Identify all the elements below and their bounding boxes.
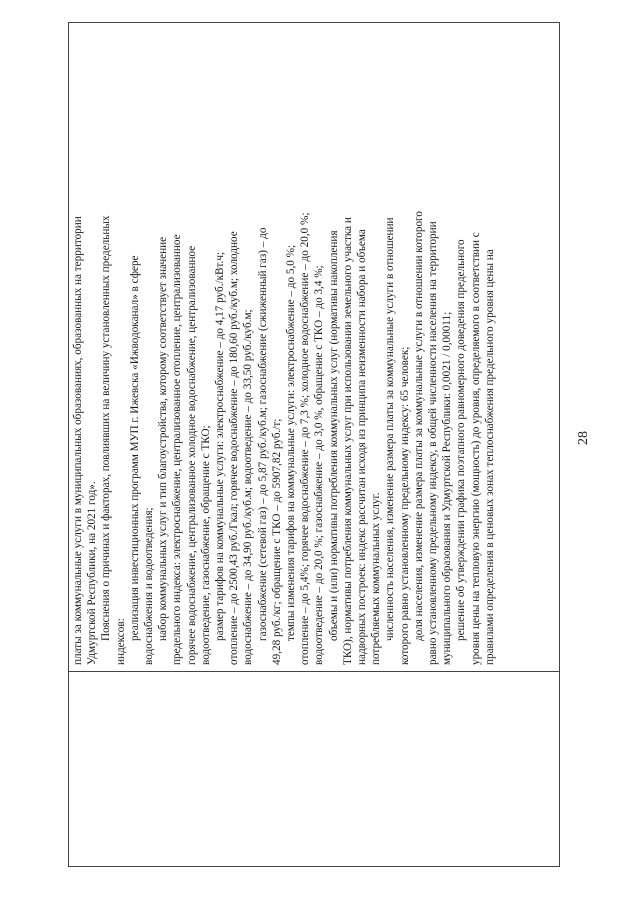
text-line: водоснабжение – до 34,90 руб./куб.м; водоотведение – до 33,50 руб./куб.м;: [242, 309, 255, 665]
text-line: размер тарифов на коммунальные услуги: электроснабжение – до 4,17 руб./кВт.ч;: [214, 251, 227, 641]
text-line: 49,28 руб./кг; обращение с ТКО – до 5907,82 руб./т;: [270, 418, 283, 665]
text-line: предельного индекса: электроснабжение, централизованное отопление, централизованное: [171, 234, 184, 665]
text-line: темпы изменения тарифов на коммунальные услуги: электроснабжение – до 5,0 %;: [285, 244, 298, 641]
text-line: потребляемых коммунальных услуг.: [370, 492, 383, 665]
text-line: объемы и (или) нормативы потребления коммунальных услуг (нормативы накопления: [327, 230, 340, 641]
text-line: численность населения, изменение размера платы за коммунальные услуги в отношении: [384, 217, 397, 641]
text-line: водоотведение – до 20,0 %; газоснабжение – до 3,0 %, обращение с ТКО – до 3,4 %;: [313, 265, 326, 665]
text-line: правилами определения в ценовых зонах теплоснабжения предельного уровня цены на: [483, 249, 496, 665]
text-line: муниципального образования и Удмуртской Республики: 0,0021 / 0,00011;: [441, 311, 454, 665]
text-line: доля населения, изменение размера платы за коммунальные услуги в отношении которого: [412, 211, 425, 641]
text-line: газоснабжение (сетевой газ) – до 5,87 руб./куб.м; газоснабжение (сжиженный газ) – до: [256, 227, 269, 641]
text-line: уровня цены на тепловую энергию (мощность) до уровня, определяемого в соответствии с: [469, 232, 482, 665]
text-line: платы за коммунальные услуги в муниципальных образованиях, образованных на территории: [72, 216, 84, 665]
text-line: водоотведение, газоснабжение, обращение с ТКО;: [199, 425, 212, 665]
text-line: ТКО), нормативы потребления коммунальных услуг при использовании земельного участка и: [341, 217, 354, 665]
text-line: решение об утверждении графика поэтапного равномерного доведения предельного: [455, 239, 468, 641]
text-line: равно установленному предельному индексу, в общей численности населения на территории: [427, 221, 440, 665]
text-line: реализация инвестиционных программ МУП г. Ижевска «Ижводоканал» в сфере: [128, 255, 141, 641]
text-line: индексов:: [114, 618, 127, 665]
text-line: которого равно установленному предельному индексу: 65 человек;: [398, 346, 411, 665]
text-line: горячее водоснабжение, централизованное холодное водоснабжение, централизованное: [185, 245, 198, 665]
text-line: Удмуртской Республики, на 2021 год».: [86, 481, 99, 665]
text-line: водоснабжения и водоотведения;: [143, 507, 156, 665]
left-cell: [69, 671, 559, 866]
rotated-content: [68, 22, 608, 867]
text-line: отопление – до 2500,43 руб./Гкал; горячее водоснабжение – до 180,60 руб./куб.м; холодное: [228, 231, 241, 665]
text-line: Пояснения о причинах и факторах, повлиявших на величину установленных предельных: [100, 215, 113, 641]
page-number: 28: [576, 431, 591, 445]
explanation-table: [68, 22, 560, 867]
right-cell: [69, 23, 559, 671]
text-line: отопление – до 5,4%; горячее водоснабжение – до 7,3 %; холодное водоснабжение – до 20,0 %;: [299, 212, 312, 665]
text-line: набор коммунальных услуг и тип благоустройства, которому соответствует значение: [157, 236, 170, 641]
text-line: надворных построек: индекс рассчитан исходя из принципа неизменности набора и объема: [356, 229, 369, 665]
